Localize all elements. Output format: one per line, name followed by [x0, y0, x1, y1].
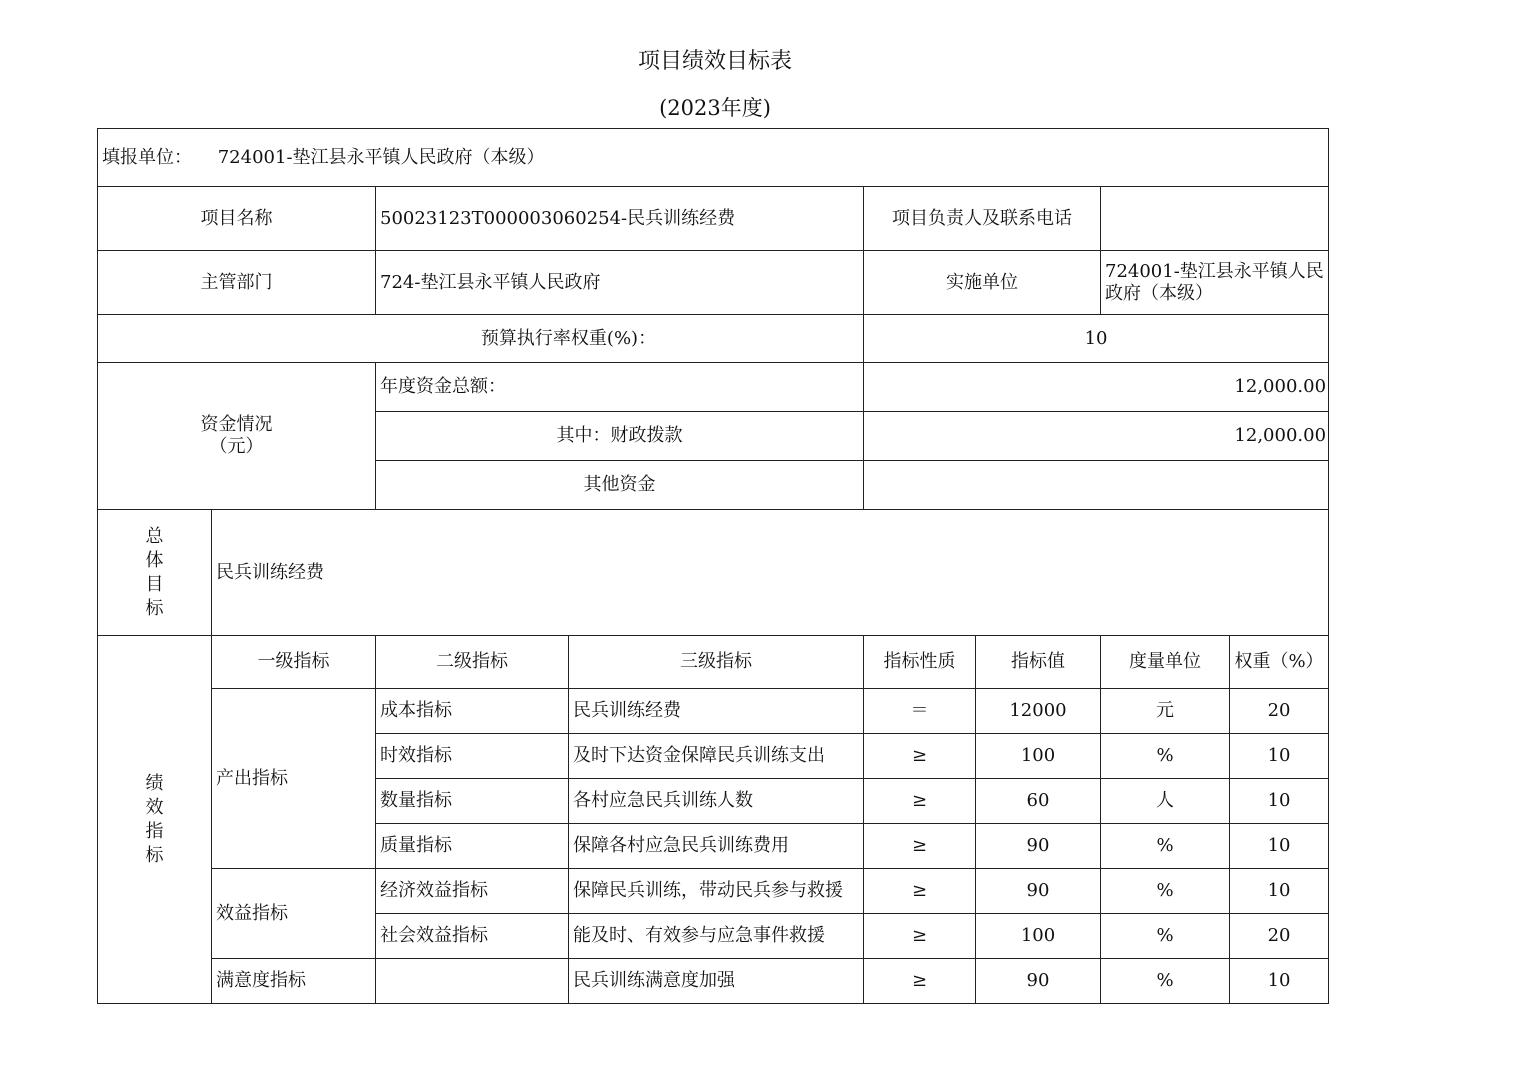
- level2-cell: 时效指标: [376, 734, 569, 779]
- perf-label-char: 指: [145, 820, 164, 842]
- filling-unit-label: 填报单位：: [102, 146, 192, 168]
- fiscal-label: 其中：财政拨款: [376, 412, 864, 461]
- level3-cell: 民兵训练经费: [569, 689, 864, 734]
- level1-benefit: 效益指标: [212, 869, 376, 959]
- weight-cell: 20: [1230, 914, 1329, 959]
- overall-goal-char: 标: [145, 597, 164, 619]
- unit-cell: %: [1101, 914, 1230, 959]
- perf-label-char: 标: [145, 844, 164, 866]
- nature-cell: ＝: [864, 689, 976, 734]
- level2-cell: 经济效益指标: [376, 869, 569, 914]
- funds-label: [98, 363, 376, 510]
- level2-cell: 社会效益指标: [376, 914, 569, 959]
- unit-cell: 元: [1101, 689, 1230, 734]
- level2-cell: 质量指标: [376, 824, 569, 869]
- project-name-label: 项目名称: [98, 187, 376, 251]
- header-level3: 三级指标: [569, 636, 864, 689]
- perf-label-char: 效: [145, 796, 164, 818]
- perf-indicators-label: [98, 636, 212, 1004]
- header-unit: 度量单位: [1101, 636, 1230, 689]
- nature-cell: ≥: [864, 824, 976, 869]
- weight-cell: 10: [1230, 869, 1329, 914]
- page-subtitle: (2023年度): [659, 96, 771, 120]
- budget-rate-label: 预算执行率权重(%)：: [98, 315, 864, 363]
- unit-cell: %: [1101, 869, 1230, 914]
- header-level2: 二级指标: [376, 636, 569, 689]
- value-cell: 100: [976, 734, 1101, 779]
- table-row: [98, 869, 1329, 914]
- contact-label: 项目负责人及联系电话: [864, 187, 1101, 251]
- header-level1: 一级指标: [212, 636, 376, 689]
- annual-total-value: 12,000.00: [864, 363, 1329, 412]
- annual-total-label: 年度资金总额：: [376, 363, 864, 412]
- weight-cell: 10: [1230, 959, 1329, 1004]
- level2-cell: 数量指标: [376, 779, 569, 824]
- impl-value: 724001-垫江县永平镇人民政府（本级）: [1101, 251, 1329, 315]
- level3-cell: 保障民兵训练，带动民兵参与救援: [569, 869, 864, 914]
- contact-value: [1101, 187, 1329, 251]
- unit-cell: %: [1101, 734, 1230, 779]
- filling-unit-value: 724001-垫江县永平镇人民政府（本级）: [217, 146, 545, 168]
- level3-cell: 各村应急民兵训练人数: [569, 779, 864, 824]
- level1-output: 产出指标: [212, 689, 376, 869]
- value-cell: 60: [976, 779, 1101, 824]
- impl-label: 实施单位: [864, 251, 1101, 315]
- other-funds-label: 其他资金: [376, 461, 864, 510]
- nature-cell: ≥: [864, 959, 976, 1004]
- level1-satisfaction: 满意度指标: [212, 959, 376, 1004]
- nature-cell: ≥: [864, 779, 976, 824]
- other-funds-value: [864, 461, 1329, 510]
- level3-cell: 民兵训练满意度加强: [569, 959, 864, 1004]
- overall-goal-char: 目: [145, 573, 164, 595]
- level3-cell: 能及时、有效参与应急事件救援: [569, 914, 864, 959]
- funds-label-unit: （元）: [209, 436, 264, 457]
- overall-goal-label: [98, 510, 212, 636]
- value-cell: 100: [976, 914, 1101, 959]
- unit-cell: 人: [1101, 779, 1230, 824]
- header-value: 指标值: [976, 636, 1101, 689]
- fiscal-value: 12,000.00: [864, 412, 1329, 461]
- overall-goal-char: 总: [145, 525, 164, 547]
- value-cell: 90: [976, 959, 1101, 1004]
- nature-cell: ≥: [864, 734, 976, 779]
- overall-goal-value: 民兵训练经费: [212, 510, 1329, 636]
- value-cell: 90: [976, 824, 1101, 869]
- nature-cell: ≥: [864, 914, 976, 959]
- table-row: [98, 689, 1329, 734]
- weight-cell: 10: [1230, 779, 1329, 824]
- overall-goal-char: 体: [145, 549, 164, 571]
- unit-cell: %: [1101, 824, 1230, 869]
- level3-cell: 保障各村应急民兵训练费用: [569, 824, 864, 869]
- table-row: [98, 959, 1329, 1004]
- unit-cell: %: [1101, 959, 1230, 1004]
- value-cell: 12000: [976, 689, 1101, 734]
- header-weight: 权重（%）: [1230, 636, 1329, 689]
- value-cell: 90: [976, 869, 1101, 914]
- nature-cell: ≥: [864, 869, 976, 914]
- weight-cell: 10: [1230, 824, 1329, 869]
- level2-cell: 成本指标: [376, 689, 569, 734]
- dept-label: 主管部门: [98, 251, 376, 315]
- dept-value: 724-垫江县永平镇人民政府: [376, 251, 864, 315]
- header-nature: 指标性质: [864, 636, 976, 689]
- page-title: 项目绩效目标表: [637, 49, 792, 74]
- level2-cell: [376, 959, 569, 1004]
- weight-cell: 20: [1230, 689, 1329, 734]
- funds-label-main: 资金情况: [200, 414, 273, 435]
- performance-table: [97, 128, 1329, 1004]
- level3-cell: 及时下达资金保障民兵训练支出: [569, 734, 864, 779]
- project-name-value: 50023123T000003060254-民兵训练经费: [376, 187, 864, 251]
- weight-cell: 10: [1230, 734, 1329, 779]
- perf-label-char: 绩: [145, 772, 164, 794]
- budget-rate-value: 10: [864, 315, 1329, 363]
- filling-unit-row: [98, 129, 1329, 187]
